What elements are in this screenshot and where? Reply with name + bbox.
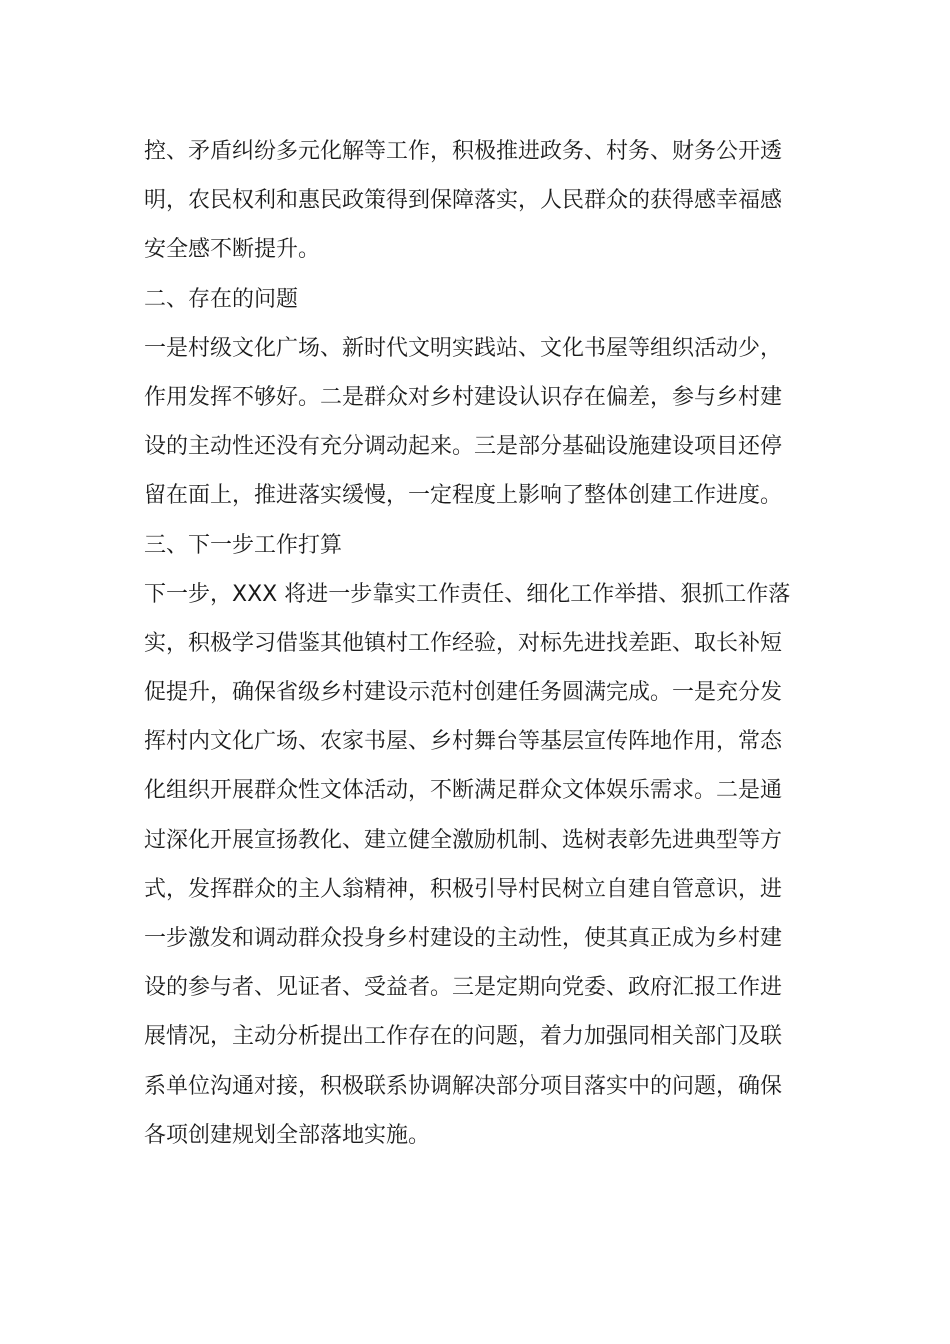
text-line: 设的主动性还没有充分调动起来。三是部分基础设施建设项目还停	[144, 434, 783, 460]
text-line: 控、矛盾纠纷多元化解等工作，积极推进政务、村务、财务公开透	[144, 139, 783, 164]
text-line: 挥村内文化广场、农家书屋、乡村舞台等基层宣传阵地作用，常态	[144, 729, 783, 755]
text-line: 一步激发和调动群众投身乡村建设的主动性，使其真正成为乡村建	[144, 926, 783, 951]
text-line: 一是村级文化广场、新时代文明实践站、文化书屋等组织活动少，	[144, 335, 783, 361]
text-line: 系单位沟通对接，积极联系协调解决部分项目落实中的问题，确保	[144, 1073, 783, 1099]
text-line: 安全感不断提升。	[144, 237, 321, 263]
text-line: 各项创建规划全部落地实施。	[144, 1122, 431, 1148]
text-line: 下一步，XXX 将进一步靠实工作责任、细化工作举措、狠抓工作落	[144, 581, 791, 607]
document-body	[144, 127, 816, 1160]
text-line: 过深化开展宣扬教化、建立健全激励机制、选树表彰先进典型等方	[144, 827, 783, 853]
section-heading: 二、存在的问题	[144, 286, 299, 312]
text-line: 留在面上，推进落实缓慢，一定程度上影响了整体创建工作进度。	[144, 483, 783, 509]
section-heading: 三、下一步工作打算	[144, 532, 343, 558]
text-line: 式，发挥群众的主人翁精神，积极引导村民树立自建自管意识，进	[144, 876, 783, 902]
text-line: 展情况，主动分析提出工作存在的问题，着力加强同相关部门及联	[144, 1024, 783, 1050]
text-line: 设的参与者、见证者、受益者。三是定期向党委、政府汇报工作进	[144, 975, 783, 1001]
text-line: 实，积极学习借鉴其他镇村工作经验，对标先进找差距、取长补短	[144, 630, 783, 656]
text-line: 化组织开展群众性文体活动，不断满足群众文体娱乐需求。二是通	[144, 778, 783, 804]
text-line: 作用发挥不够好。二是群众对乡村建设认识存在偏差，参与乡村建	[144, 384, 783, 410]
text-line: 促提升，确保省级乡村建设示范村创建任务圆满完成。一是充分发	[144, 680, 783, 706]
text-line: 明，农民权利和惠民政策得到保障落实，人民群众的获得感幸福感	[144, 188, 783, 214]
